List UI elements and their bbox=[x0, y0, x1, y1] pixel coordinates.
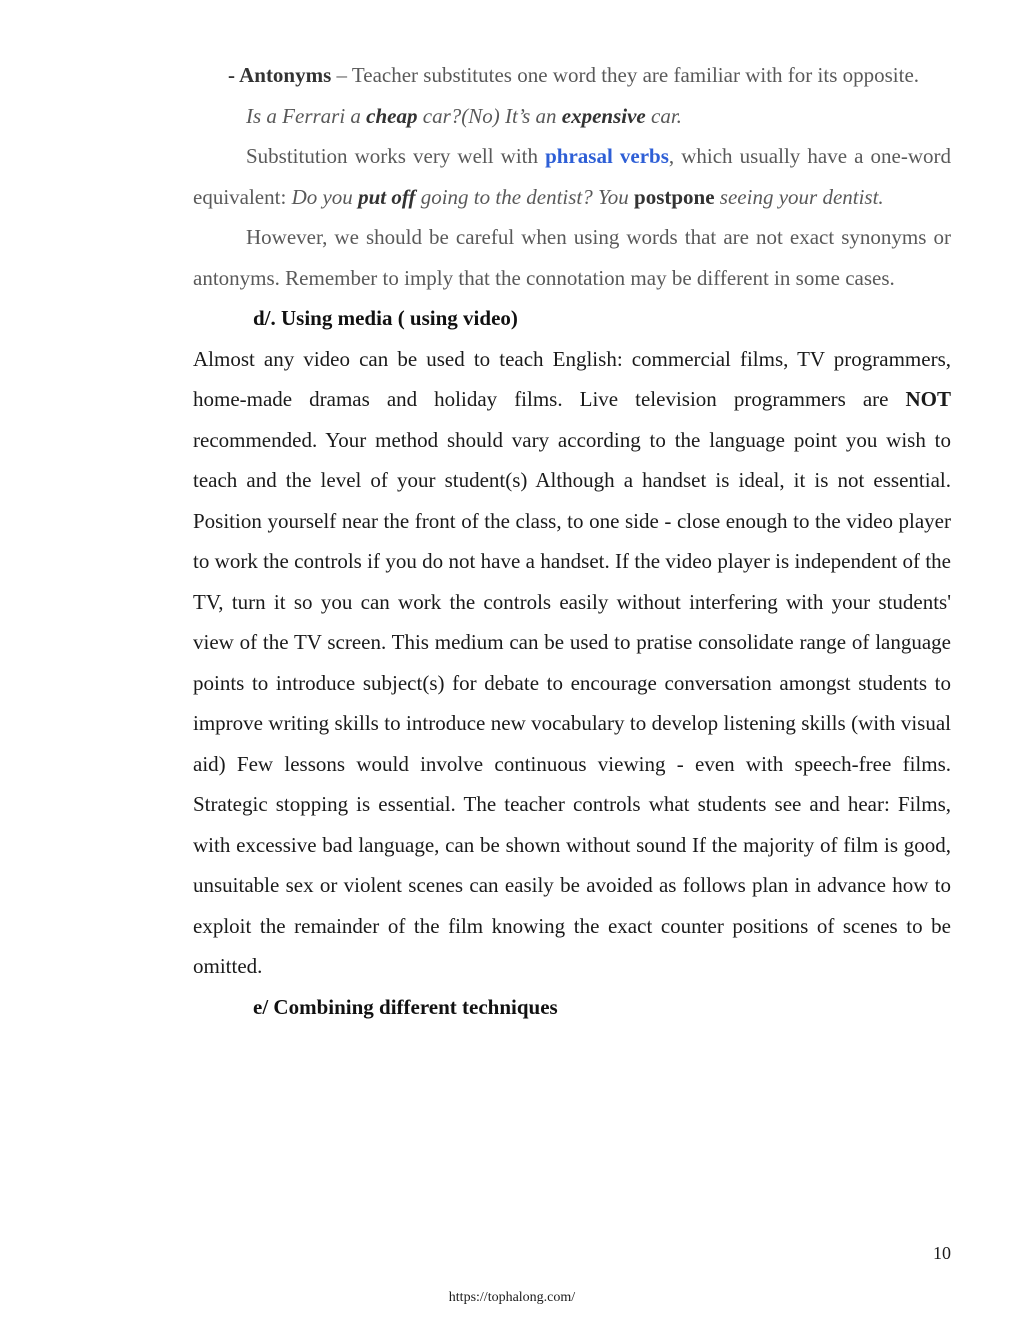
page-body bbox=[193, 55, 951, 1027]
section-heading-e: e/ Combining different techniques bbox=[253, 994, 558, 1019]
substitution-example-3: seeing your dentist. bbox=[714, 184, 884, 209]
ferrari-text-3: car. bbox=[645, 103, 682, 128]
footer-url[interactable]: https://tophalong.com/ bbox=[448, 1290, 576, 1305]
substitution-text-1: Substitution works very well with bbox=[246, 144, 546, 168]
substitution-example-1: Do you bbox=[291, 184, 359, 209]
antonyms-dash: - bbox=[228, 63, 240, 87]
ferrari-text-1: Is a Ferrari a bbox=[246, 103, 367, 128]
video-text-1: Almost any video can be used to teach English: commercial films, TV programmers, home-made dramas and holiday films. Live television programmers are bbox=[193, 346, 951, 411]
word-cheap: cheap bbox=[366, 103, 418, 128]
ferrari-example bbox=[193, 96, 951, 137]
antonyms-paragraph bbox=[193, 55, 951, 96]
phrasal-verbs-term: phrasal verbs bbox=[545, 144, 669, 168]
ferrari-text-2: car?(No) It’s an bbox=[417, 103, 562, 128]
word-postpone: postpone bbox=[634, 184, 715, 209]
however-paragraph: However, we should be careful when using words that are not exact synonyms or antonyms. Remember to imply that the connotation may be different in some cases. bbox=[193, 225, 951, 290]
substitution-example-2: going to the dentist? You bbox=[415, 184, 635, 209]
page-number: 10 bbox=[933, 1243, 951, 1263]
antonyms-text: – Teacher substitutes one word they are familiar with for its opposite. bbox=[331, 63, 920, 87]
substitution-text-2: , which usually have a one-word equivalent: bbox=[193, 144, 951, 209]
substitution-paragraph bbox=[193, 136, 951, 217]
antonyms-term: Antonyms bbox=[239, 63, 332, 87]
word-expensive: expensive bbox=[561, 103, 646, 128]
video-paragraph bbox=[193, 339, 951, 987]
word-not: NOT bbox=[905, 387, 951, 411]
video-text-2: recommended. Your method should vary according to the language point you wish to teach and the level of your student(s) Although a handset is ideal, it is not essential. Position yourself near the front of the class, to one side - close enough to the video player to work the controls if you do not have a handset. If the video player is independent of the TV, turn it so you can work the controls easily without interfering with your students' view of the TV screen. This medium can be used to pratise consolidate range of language points to introduce subject(s) for debate to encourage conversation amongst students to improve writing skills to introduce new vocabulary to develop listening skills (with visual aid) Few lessons would involve continuous viewing - even with speech-free films. Strategic stopping is essential. The teacher controls what students see and hear: Films, with excessive bad language, can be shown without sound If the majority of film is good, unsuitable sex or violent scenes can easily be avoided as follows plan in advance how to exploit the remainder of the film knowing the exact counter positions of scenes to be omitted. bbox=[193, 427, 951, 978]
section-heading-d: d/. Using media ( using video) bbox=[253, 306, 518, 330]
word-put-off: put off bbox=[358, 184, 416, 209]
